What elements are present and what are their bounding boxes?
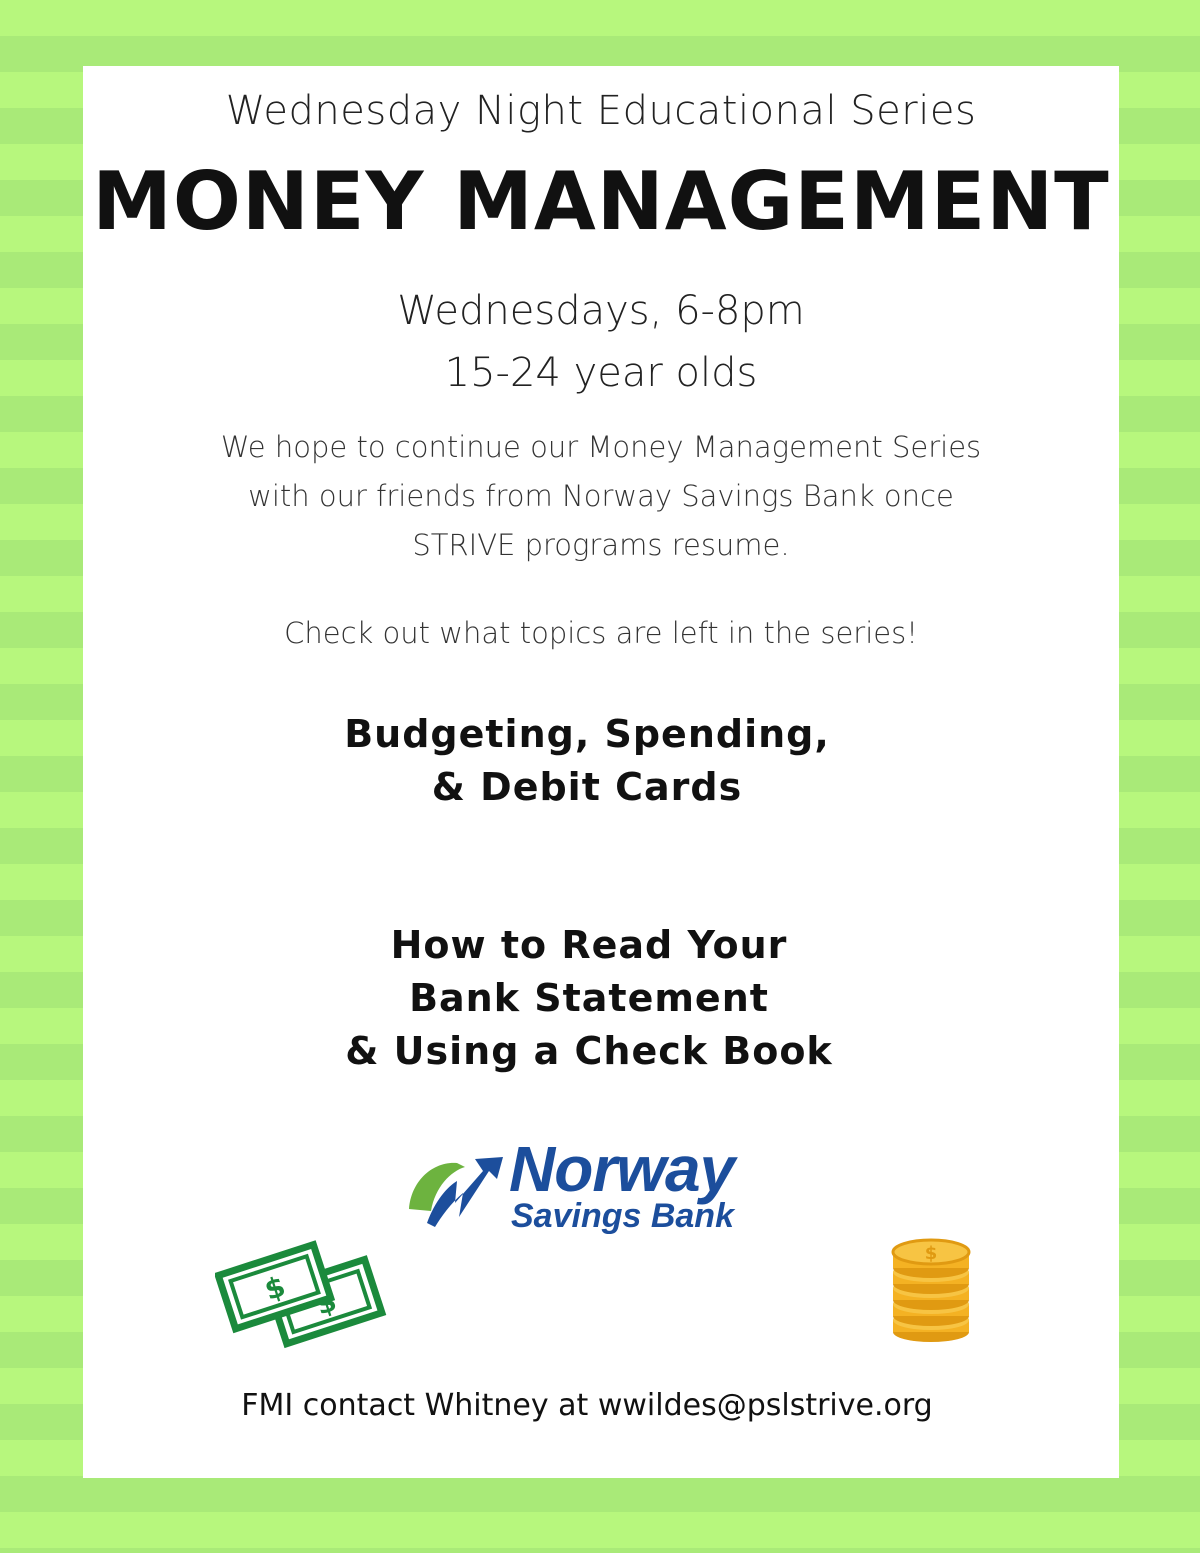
topic-bank-statement <box>71 919 1107 1078</box>
topic-line: How to Read Your <box>390 923 788 967</box>
logo-name-line1: Norway <box>509 1133 735 1205</box>
sponsor-logo <box>405 1131 815 1243</box>
topic-line: & Using a Check Book <box>345 1029 833 1073</box>
swoosh-n-icon <box>409 1157 503 1227</box>
flyer-card <box>83 66 1119 1478</box>
topic-line: Bank Statement <box>409 976 769 1020</box>
svg-text:$: $ <box>924 1243 938 1264</box>
svg-text:$: $ <box>260 1269 290 1307</box>
dollar-bills-icon <box>215 1238 387 1350</box>
logo-name-line2: Savings Bank <box>511 1197 734 1235</box>
contact-text: FMI contact Whitney at wwildes@pslstrive.org <box>241 1388 933 1423</box>
description-line: We hope to continue our Money Management Series <box>220 430 982 464</box>
audience-text: 15-24 year olds <box>444 350 758 396</box>
description <box>83 423 1119 570</box>
topic-line: Budgeting, Spending, <box>344 712 830 756</box>
topic-budgeting <box>69 708 1105 814</box>
page-title: MONEY MANAGEMENT <box>92 155 1110 248</box>
schedule-text: Wednesdays, 6-8pm <box>397 288 805 334</box>
description-line: with our friends from Norway Savings Bank once <box>248 479 954 513</box>
topic-line: & Debit Cards <box>431 765 743 809</box>
callout-text: Check out what topics are left in the series! <box>284 616 918 650</box>
coin-stack-icon <box>889 1236 973 1346</box>
event-details <box>83 280 1119 404</box>
description-line: STRIVE programs resume. <box>412 528 790 562</box>
series-label: Wednesday Night Educational Series <box>225 88 977 134</box>
